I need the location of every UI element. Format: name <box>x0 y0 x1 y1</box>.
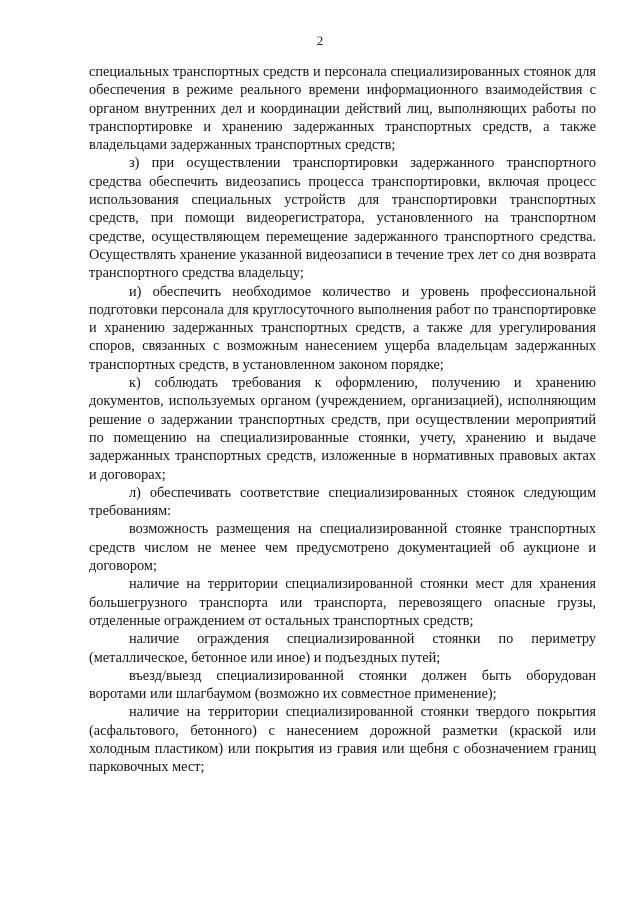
paragraph-requirement-fence: наличие ограждения специализированной стоянки по периметру (металлическое, бетонное или иное) и подъездных путей; <box>89 631 596 666</box>
paragraph-item-i: и) обеспечить необходимое количество и уровень профессиональной подготовки персонала для круглосуточного выполнения работ по транспортировке и хранению задержанных транспортных средств, а также для урегулирования споров, связанных с возможным нанесением ущерба владельцам задержанных транспортных средств, в установленном законом порядке; <box>89 283 596 373</box>
page-number: 2 <box>316 33 324 48</box>
paragraph-item-l: л) обеспечивать соответствие специализированных стоянок следующим требованиям: <box>89 484 596 520</box>
paragraph-item-k: к) соблюдать требования к оформлению, получению и хранению документов, используемых органом (учреждением, организацией), исполняющим решение о задержании транспортных средств, при осуществлении мероприятий по помещению на специализированные стоянки, учету, хранению и выдаче задержанных транспортных средств, изложенные в нормативных правовых актах и договорах; <box>89 375 596 483</box>
paragraph-requirement-gate: въезд/выезд специализированной стоянки должен быть оборудован воротами или шлагбаумом (возможно их совместное применение); <box>89 667 596 703</box>
paragraph-requirement-heavy-vehicles: наличие на территории специализированной стоянки мест для хранения большегрузного транспорта или транспорта, перевозящего опасные грузы, отделенные ограждением от остальных транспортных средств; <box>89 576 596 629</box>
document-body <box>89 63 596 777</box>
paragraph-requirement-capacity: возможность размещения на специализированной стоянке транспортных средств числом не менее чем предусмотрено документацией об аукционе и договором; <box>89 521 596 575</box>
paragraph-item-z: з) при осуществлении транспортировки задержанного транспортного средства обеспечить видеозапись процесса транспортировки, включая процесс использования специальных устройств для транспортировки транспортных средств, при помощи видеорегистратора, установленного на транспортном средстве, осуществляющем перемещение задержанного транспортного средства. Осуществлять хранение указанной видеозаписи в течение трех лет со дня возврата транспортного средства владельцу; <box>89 155 596 282</box>
paragraph-continuation: специальных транспортных средств и персонала специализированных стоянок для обеспечения в режиме реального времени информационного взаимодействия с органом внутренних дел и координации действий лиц, выполняющих работы по транспортировке и хранению задержанных транспортных средств, а также владельцами задержанных транспортных средств; <box>89 64 596 154</box>
paragraph-requirement-surface: наличие на территории специализированной стоянки твердого покрытия (асфальтового, бетонного) с нанесением дорожной разметки (краской или холодным пластиком) или покрытия из гравия или щебня с обозначением границ парковочных мест; <box>89 704 596 776</box>
